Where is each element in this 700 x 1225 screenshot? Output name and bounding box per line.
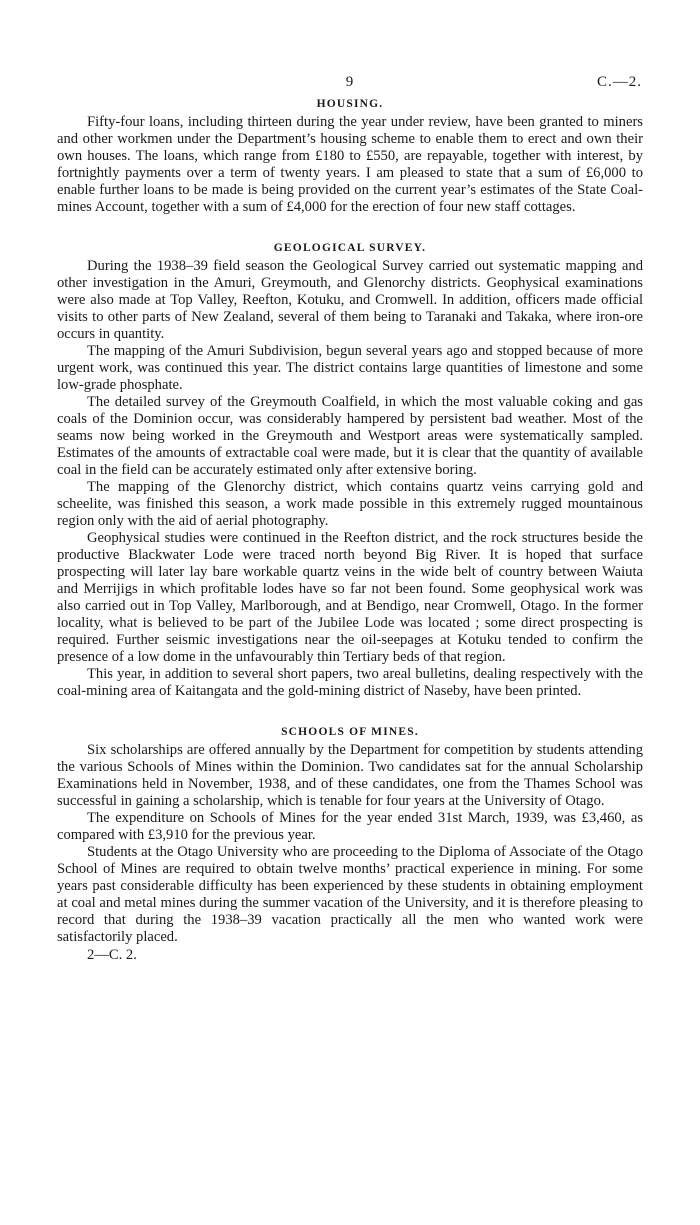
document-code: C.—2. [596, 74, 642, 90]
paragraph: During the 1938–39 field season the Geological Survey carried out systematic mapping and other investigation in the Amuri, Greymouth, and Glenorchy districts. Geophysical examinations were also made at Top Valley, Reefton, Kotuku, and Cromwell. In addition, officers made official visits to other parts of New Zealand, several of them being to Taranaki and Takaka, where iron-ore occurs in quantity. [57, 258, 643, 342]
paragraph: The expenditure on Schools of Mines for the year ended 31st March, 1939, was £3,460, as compared with £3,910 for the previous year. [57, 810, 643, 843]
section-heading-housing: HOUSING. [316, 98, 384, 110]
footer-signature: 2—C. 2. [87, 947, 137, 963]
paragraph: The mapping of the Amuri Subdivision, begun several years ago and stopped because of more urgent work, was continued this year. The district contains large quantities of limestone and some low-grade phosphate. [57, 343, 643, 393]
paragraph: The mapping of the Glenorchy district, which contains quartz veins carrying gold and scheelite, was finished this season, a work made possible in this extremely rugged mountainous region only with the aid of aerial photography. [57, 479, 643, 529]
page-number: 9 [345, 74, 355, 90]
paragraph: This year, in addition to several short papers, two areal bulletins, dealing respectively with the coal-mining area of Kaitangata and the gold-mining district of Naseby, have been printed. [57, 666, 643, 699]
paragraph: The detailed survey of the Greymouth Coalfield, in which the most valuable coking and gas coals of the Dominion occur, was considerably hampered by persistent bad weather. Most of the seams now being worked in the Greymouth and Westport areas were systematically sampled. Estimates of the amounts of extractable coal were made, but it is clear that the quantity of available coal in the field can be accurately estimated only after extensive boring. [57, 394, 643, 478]
paragraph: Fifty-four loans, including thirteen during the year under review, have been granted to miners and other workmen under the Department’s housing scheme to enable them to erect and own their own houses. The loans, which range from £180 to £550, are repayable, together with interest, by fortnightly payments over a term of twenty years. I am pleased to state that a sum of £6,000 to enable further loans to be made is being provided on the current year’s estimates of the State Coal-mines Account, together with a sum of £4,000 for the erection of four new staff cottages. [57, 114, 643, 215]
section-heading-geological-survey: GEOLOGICAL SURVEY. [273, 242, 427, 254]
paragraph: Six scholarships are offered annually by the Department for competition by students attending the various Schools of Mines within the Dominion. Two candidates sat for the annual Scholarship Examinations held in November, 1938, and of these candidates, one from the Thames School was successful in gaining a scholarship, which is tenable for four years at the University of Otago. [57, 742, 643, 809]
page-content [57, 94, 643, 964]
paragraph: Students at the Otago University who are proceeding to the Diploma of Associate of the Otago School of Mines are required to obtain twelve months’ practical experience in mining. For some years past considerable difficulty has been experienced by these students in obtaining employment at coal and metal mines during the summer vacation of the University, and it is therefore pleasing to record that during the 1938–39 vacation practically all the men who wanted work were satisfactorily placed. [57, 844, 643, 945]
section-heading-schools-of-mines: SCHOOLS OF MINES. [281, 726, 419, 738]
paragraph: Geophysical studies were continued in the Reefton district, and the rock structures beside the productive Blackwater Lode were traced north beyond Big River. It is hoped that surface prospecting will later lay bare workable quartz veins in the wide belt of country between Waiuta and Merrijigs in which profitable lodes have so far not been found. Some geophysical work was also carried out in Top Valley, Marlborough, and at Bendigo, near Cromwell, Otago. In the former locality, what is believed to be part of the Jubilee Lode was located ; some direct prospecting is required. Further seismic investigations near the oil-seepages at Kotuku tended to confirm the presence of a low dome in the unfavourably thin Tertiary beds of that region. [57, 530, 643, 665]
